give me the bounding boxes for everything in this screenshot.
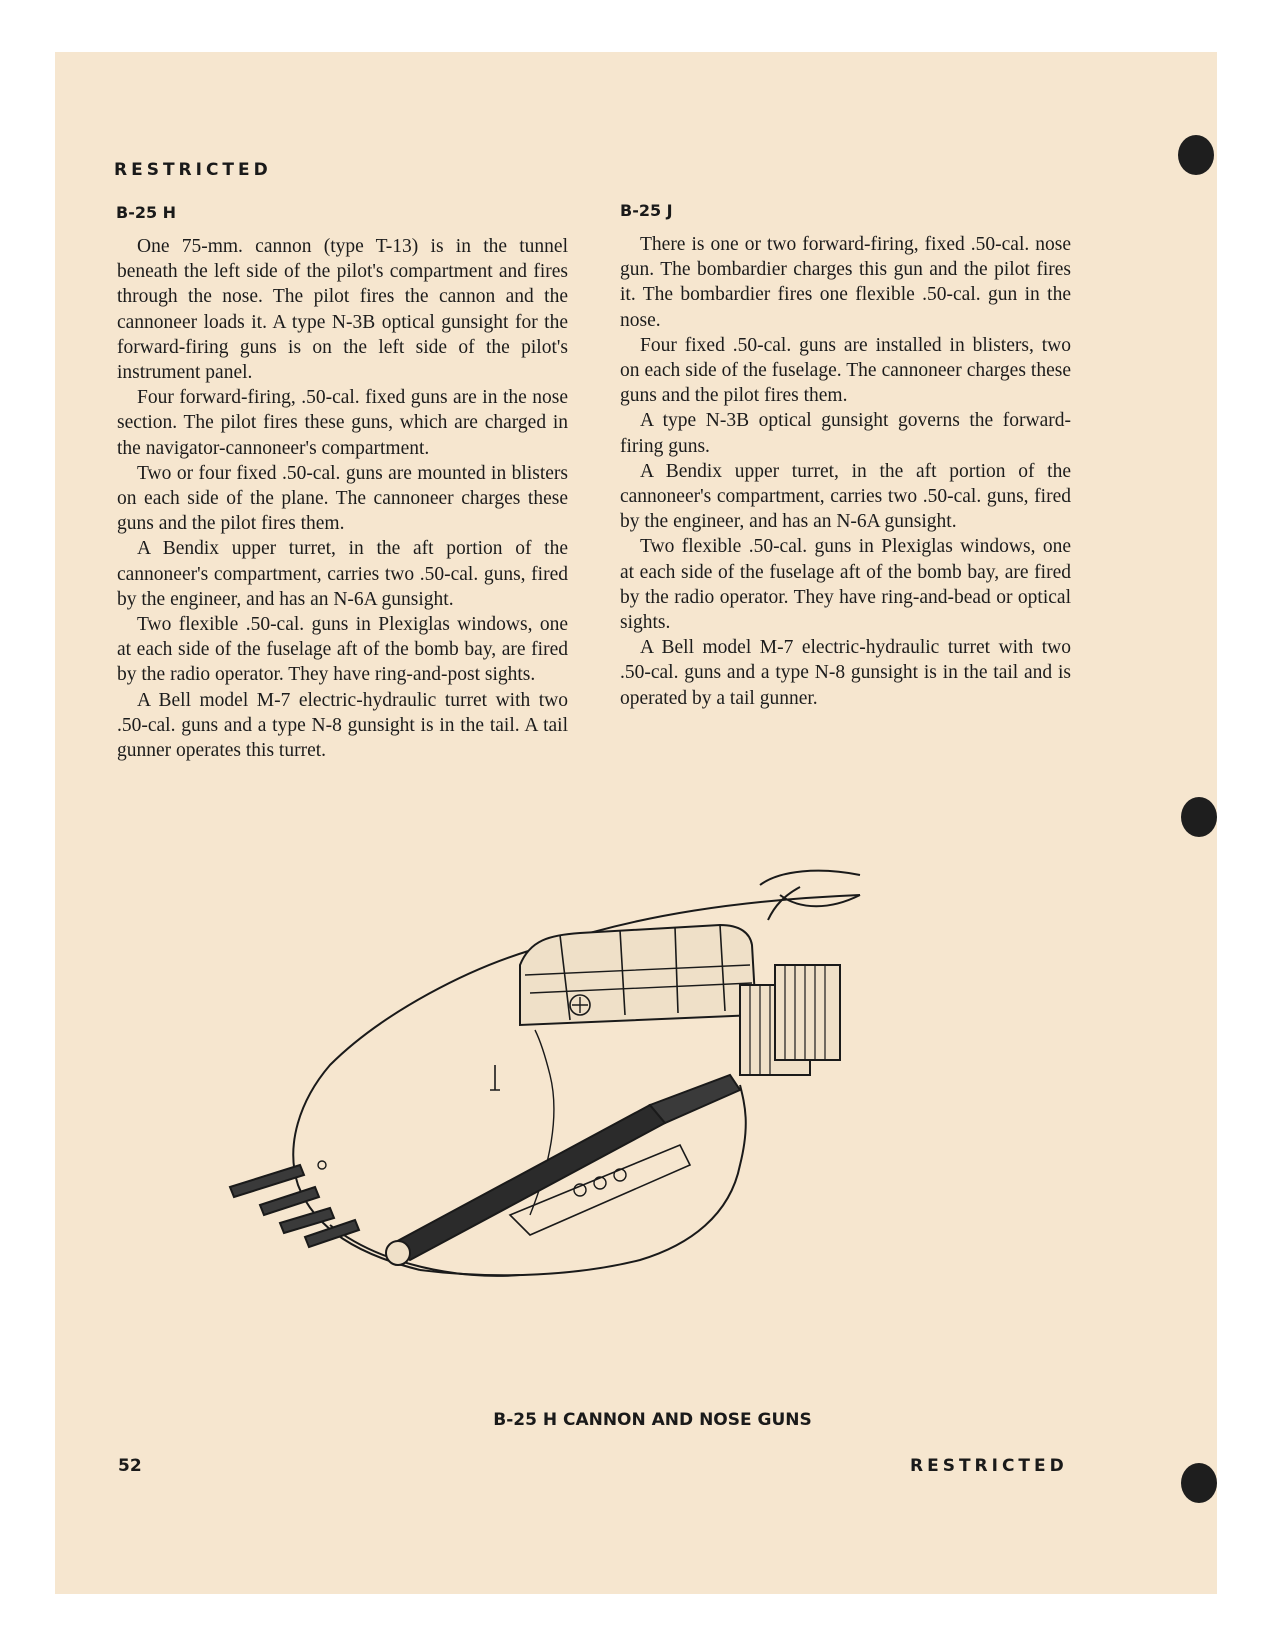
punch-hole xyxy=(1181,797,1217,837)
right-column-heading: B-25 J xyxy=(620,201,673,220)
right-column-text xyxy=(620,232,1071,711)
paragraph: One 75-mm. cannon (type T-13) is in the tunnel beneath the left side of the pilot's compartment and fires through the nose. The pilot fires the cannon and the cannoneer loads it. A type N-3B optical gunsight for the forward-firing guns is on the left side of the pilot's instrument panel. xyxy=(117,236,568,384)
paragraph: A type N-3B optical gunsight governs the forward-firing guns. xyxy=(620,410,1071,457)
paragraph: Four fixed .50-cal. guns are installed in blisters, two on each side of the fuselage. The cannoneer charges these guns and the pilot fires them. xyxy=(620,334,1071,407)
paragraph: A Bell model M-7 electric-hydraulic turret with two .50-cal. guns and a type N-8 gunsight is in the tail. A tail gunner operates this turret. xyxy=(117,689,568,762)
footer-classification: RESTRICTED xyxy=(910,1456,1068,1476)
paragraph: Two flexible .50-cal. guns in Plexiglas windows, one at each side of the fuselage aft of the bomb bay, are fired by the radio operator. They have ring-and-post sights. xyxy=(117,614,568,686)
punch-hole xyxy=(1181,1463,1217,1503)
paragraph: Two or four fixed .50-cal. guns are mounted in blisters on each side of the plane. The cannoneer charges these guns and the pilot fires them. xyxy=(117,462,568,535)
figure-caption: B-25 H CANNON AND NOSE GUNS xyxy=(493,1410,812,1430)
header-classification: RESTRICTED xyxy=(114,160,272,180)
paragraph: Four forward-firing, .50-cal. fixed guns are in the nose section. The pilot fires these guns, which are charged in the navigator-cannoneer's compartment. xyxy=(117,387,568,459)
paragraph: A Bell model M-7 electric-hydraulic turret with two .50-cal. guns and a type N-8 gunsight is in the tail and is operated by a tail gunner. xyxy=(620,637,1071,709)
b25h-nose-illustration xyxy=(220,865,900,1335)
paragraph: Two flexible .50-cal. guns in Plexiglas windows, one at each side of the fuselage aft of the bomb bay, are fired by the radio operator. They have ring-and-bead or optical sights. xyxy=(620,536,1071,634)
paragraph: There is one or two forward-firing, fixed .50-cal. nose gun. The bombardier charges this gun and the pilot fires it. The bombardier fires one flexible .50-cal. gun in the nose. xyxy=(620,234,1071,331)
punch-hole xyxy=(1178,135,1214,175)
page-number: 52 xyxy=(118,1456,142,1476)
left-column-text xyxy=(117,234,568,763)
paragraph: A Bendix upper turret, in the aft portion of the cannoneer's compartment, carries two .50-cal. guns, fired by the engineer, and has an N-6A gunsight. xyxy=(620,460,1071,533)
left-column-heading: B-25 H xyxy=(116,203,177,222)
paragraph: A Bendix upper turret, in the aft portion of the cannoneer's compartment, carries two .50-cal. guns, fired by the engineer, and has an N-6A gunsight. xyxy=(117,538,568,610)
